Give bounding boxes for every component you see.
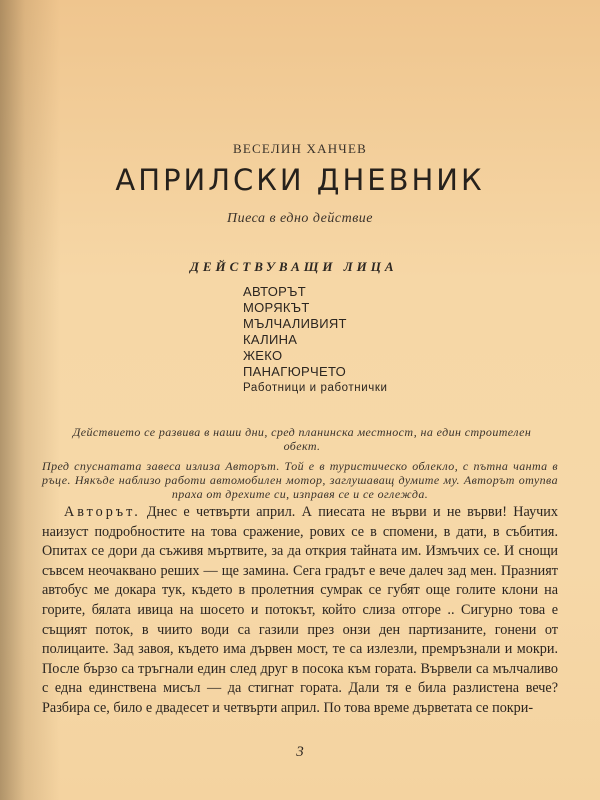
speaker-name: Авторът. (64, 504, 141, 520)
stage-setting: Действието се развива в наши дни, сред планинска местност, на един строителен обект. (72, 425, 532, 453)
cast-member: МОРЯКЪТ (243, 300, 310, 315)
cast-list (243, 284, 388, 396)
dialogue-text: Днес е четвърти април. А пиесата не върви и не върви! Научих наизуст подробностите на това сражение, рових се в спомени, в дати, в събития. Опитах се дори да съживя мъртвите, за да открия тайната им. Измъчих се. И снощи съвсем неочаквано реших — ще замина. Сега градът е вече далеч зад мен. Празният автобус ме докара тук, където в пролетния сумрак се губят още голите клони на горите, бялата ивица на шосето и потокът, който слиза отгоре .. Сигурно това е същият поток, в чиито води са газили през онзи ден партизаните, гонени от полицаите. Зад завоя, където има дървен мост, те са излезли, премръзнали и мокри. После бързо са тръгнали един след друг в посока към гората. Вървели са мълчаливо с една единствена мисъл — да стигнат гората. Дали тя е била разлистена вече? Разбира се, било е двадесет и четвърти април. По това време дърветата се покри- (42, 504, 558, 716)
stage-directions: Пред спуснатата завеса излиза Авторът. Той е в туристическо облекло, с пътна чанта в ръце. Някъде наблизо работи автомобилен мотор, заглушаващ думите му. Авторът отупва праха от дрехите си, изправя се и се оглежда. (42, 459, 558, 501)
cast-member: КАЛИНА (243, 332, 298, 347)
cast-member: ПАНАГЮРЧЕТО (243, 364, 347, 379)
cast-member: Работници и работнички (243, 382, 388, 394)
play-subtitle: Пиеса в едно действие (226, 211, 374, 226)
author-name: ВЕСЕЛИН ХАНЧЕВ (233, 141, 367, 156)
cast-member: АВТОРЪТ (243, 284, 306, 299)
dialogue-paragraph (42, 503, 558, 719)
cast-member: МЪЛЧАЛИВИЯТ (243, 316, 347, 331)
play-title: АПРИЛСКИ ДНЕВНИК (115, 163, 485, 197)
cast-member: ЖЕКО (243, 348, 283, 363)
page-number: 3 (296, 744, 304, 760)
cast-heading: ДЕЙСТВУВАЩИ ЛИЦА (190, 259, 398, 274)
